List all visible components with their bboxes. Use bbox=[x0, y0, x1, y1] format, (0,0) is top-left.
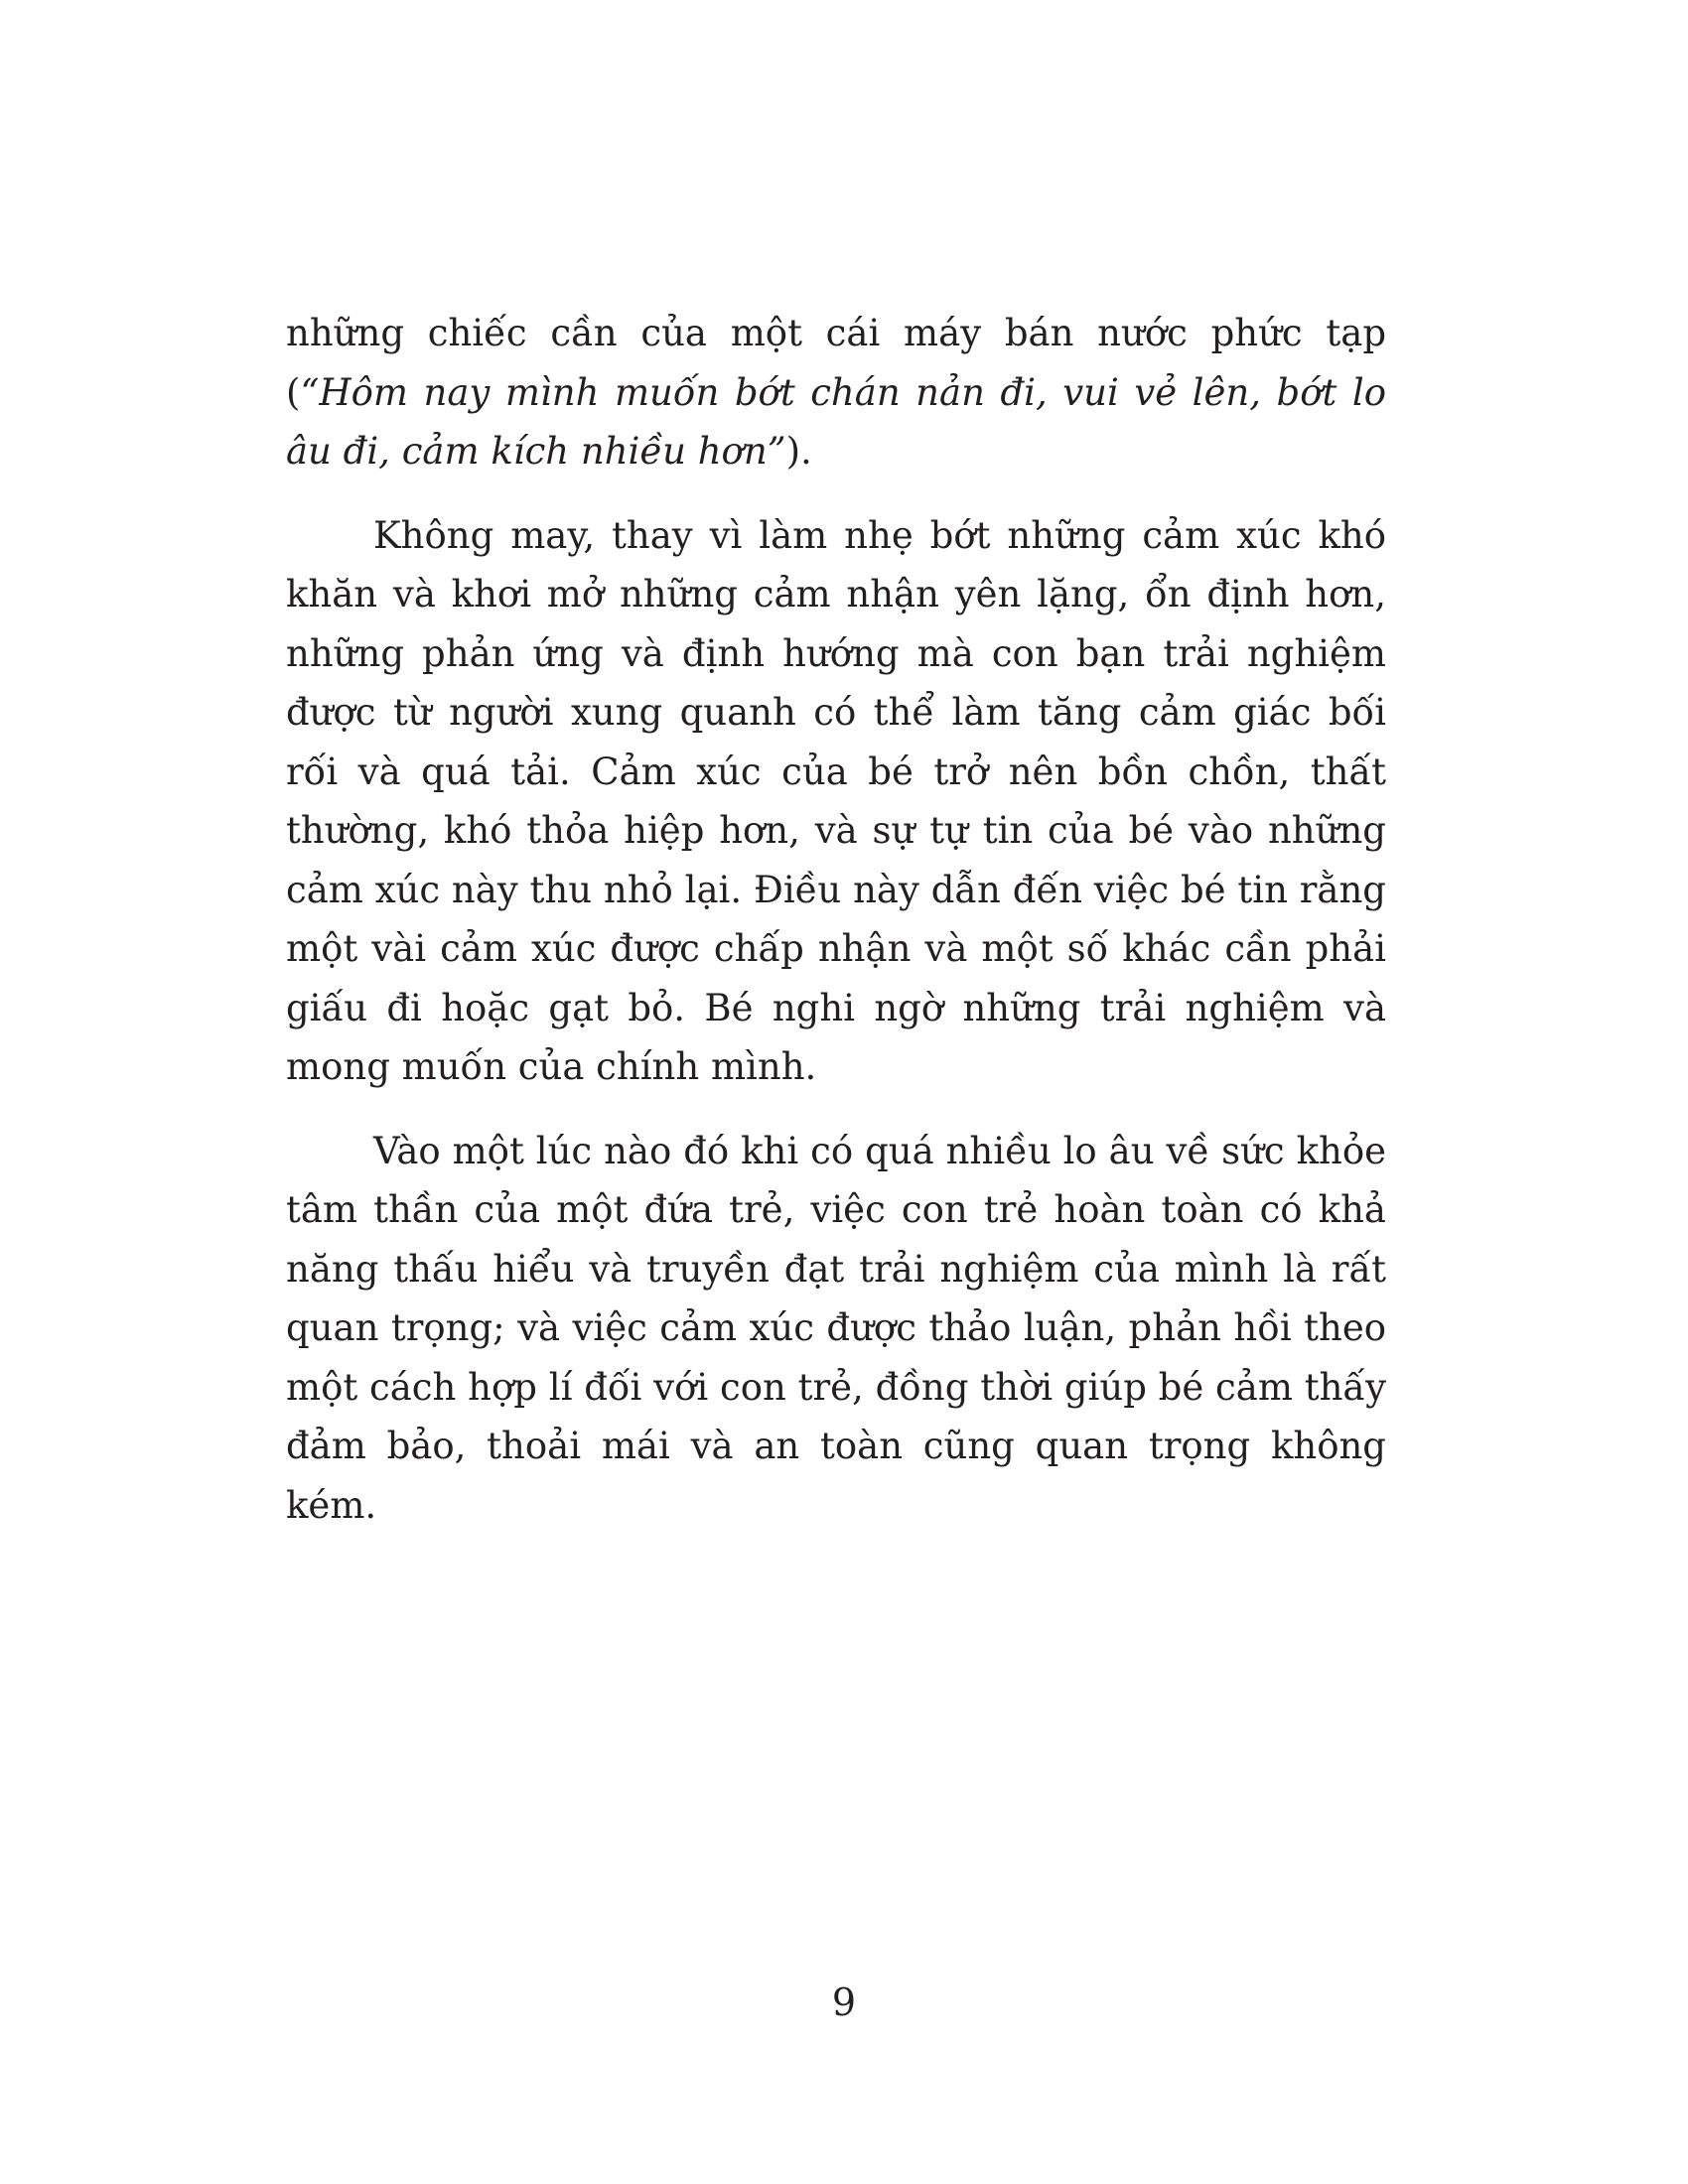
page-number: 9 bbox=[831, 1980, 857, 2024]
paragraph-continuation bbox=[286, 304, 1386, 481]
text-segment: những chiếc cần của một cái máy bán nước phức tạp ( bbox=[286, 312, 1386, 414]
paragraph bbox=[286, 506, 1386, 1097]
text-segment: Vào một lúc nào đó khi có quá nhiều lo âu về sức khỏe tâm thần của một đứa trẻ, việc con trẻ hoàn toàn có khả năng thấu hiểu và truyền đạt trải nghiệm của mình là rất quan trọng; và việc cảm xúc được thảo luận, phản hồi theo một cách hợp lí đối với con trẻ, đồng thời giúp bé cảm thấy đảm bảo, thoải mái và an toàn cũng quan trọng không kém. bbox=[286, 1129, 1386, 1527]
text-segment-italic-quote: “Hôm nay mình muốn bớt chán nản đi, vui vẻ lên, bớt lo âu đi, cảm kích nhiều hơn” bbox=[286, 370, 1386, 473]
paragraph bbox=[286, 1122, 1386, 1536]
body-text bbox=[286, 304, 1386, 1560]
text-segment: ). bbox=[785, 430, 812, 473]
text-segment: Không may, thay vì làm nhẹ bớt những cảm xúc khó khăn và khơi mở những cảm nhận yên lặng, ổn định hơn, những phản ứng và định hướng mà con bạn trải nghiệm được từ người xung quanh có thể làm tăng cảm giác bối rối và quá tải. Cảm xúc của bé trở nên bồn chồn, thất thường, khó thỏa hiệp hơn, và sự tự tin của bé vào những cảm xúc này thu nhỏ lại. Điều này dẫn đến việc bé tin rằng một vài cảm xúc được chấp nhận và một số khác cần phải giấu đi hoặc gạt bỏ. Bé nghi ngờ những trải nghiệm và mong muốn của chính mình. bbox=[286, 513, 1386, 1088]
